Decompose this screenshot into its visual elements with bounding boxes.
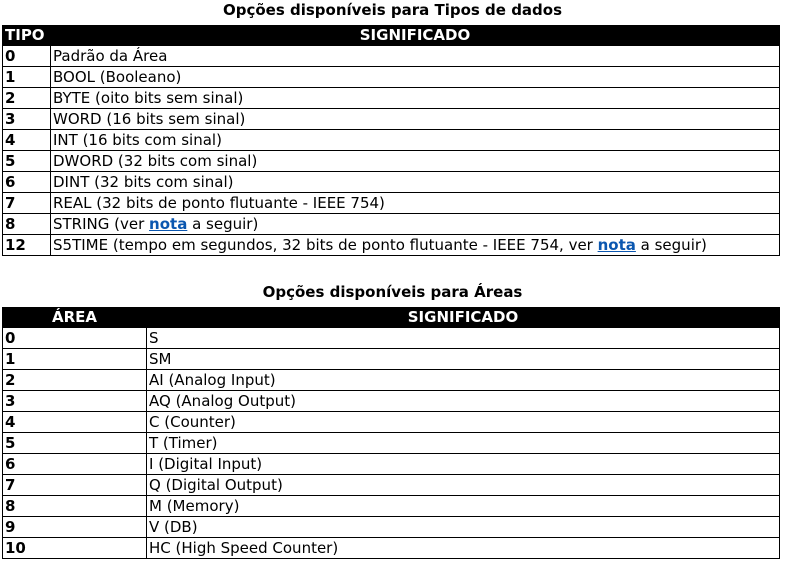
area-code: 4 <box>3 412 147 433</box>
table-row <box>3 172 780 193</box>
type-description <box>51 214 780 235</box>
nota-link[interactable]: nota <box>149 215 188 233</box>
type-code: 5 <box>3 151 51 172</box>
area-description: V (DB) <box>147 517 780 538</box>
type-code: 0 <box>3 46 51 67</box>
areas-table <box>2 307 780 559</box>
data-types-caption: Opções disponíveis para Tipos de dados <box>222 1 563 19</box>
areas-caption: Opções disponíveis para Áreas <box>262 283 523 301</box>
area-code: 7 <box>3 475 147 496</box>
type-code: 6 <box>3 172 51 193</box>
type-code: 4 <box>3 130 51 151</box>
area-description: HC (High Speed Counter) <box>147 538 780 559</box>
area-code: 1 <box>3 349 147 370</box>
table-row <box>3 517 780 538</box>
type-code: 3 <box>3 109 51 130</box>
area-description: M (Memory) <box>147 496 780 517</box>
table-row <box>3 130 780 151</box>
nota-link[interactable]: nota <box>597 236 636 254</box>
table-row <box>3 193 780 214</box>
area-code: 2 <box>3 370 147 391</box>
type-code: 7 <box>3 193 51 214</box>
type-description: WORD (16 bits sem sinal) <box>51 109 780 130</box>
column-header-tipo: TIPO <box>3 26 51 46</box>
area-description: S <box>147 328 780 349</box>
table-row <box>3 370 780 391</box>
table-row <box>3 88 780 109</box>
area-description: I (Digital Input) <box>147 454 780 475</box>
type-code: 1 <box>3 67 51 88</box>
area-code: 5 <box>3 433 147 454</box>
desc-text: STRING (ver <box>53 215 150 233</box>
type-description: REAL (32 bits de ponto flutuante - IEEE 754) <box>51 193 780 214</box>
table-row <box>3 214 780 235</box>
column-header-significado: SIGNIFICADO <box>51 26 780 46</box>
table-header-row <box>3 26 780 46</box>
area-code: 0 <box>3 328 147 349</box>
type-description: BYTE (oito bits sem sinal) <box>51 88 780 109</box>
area-code: 8 <box>3 496 147 517</box>
table-row <box>3 151 780 172</box>
area-description: C (Counter) <box>147 412 780 433</box>
table-row <box>3 475 780 496</box>
type-code: 8 <box>3 214 51 235</box>
table-row <box>3 454 780 475</box>
area-description: Q (Digital Output) <box>147 475 780 496</box>
type-description: BOOL (Booleano) <box>51 67 780 88</box>
area-description: T (Timer) <box>147 433 780 454</box>
table-header-row <box>3 308 780 328</box>
desc-text: a seguir) <box>635 236 707 254</box>
desc-text: a seguir) <box>187 215 259 233</box>
table-row <box>3 67 780 88</box>
type-code: 12 <box>3 235 51 256</box>
table-row <box>3 412 780 433</box>
table-row <box>3 109 780 130</box>
table-row <box>3 328 780 349</box>
type-description <box>51 235 780 256</box>
area-description: AI (Analog Input) <box>147 370 780 391</box>
type-code: 2 <box>3 88 51 109</box>
area-description: AQ (Analog Output) <box>147 391 780 412</box>
area-description: SM <box>147 349 780 370</box>
type-description: Padrão da Área <box>51 46 780 67</box>
type-description: INT (16 bits com sinal) <box>51 130 780 151</box>
table-row <box>3 538 780 559</box>
area-code: 10 <box>3 538 147 559</box>
table-row <box>3 349 780 370</box>
area-code: 3 <box>3 391 147 412</box>
area-code: 9 <box>3 517 147 538</box>
type-description: DINT (32 bits com sinal) <box>51 172 780 193</box>
column-header-significado: SIGNIFICADO <box>147 308 780 328</box>
table-row <box>3 496 780 517</box>
type-description: DWORD (32 bits com sinal) <box>51 151 780 172</box>
table-row <box>3 433 780 454</box>
area-code: 6 <box>3 454 147 475</box>
table-row <box>3 46 780 67</box>
column-header-area: ÁREA <box>3 308 147 328</box>
table-row <box>3 235 780 256</box>
table-row <box>3 391 780 412</box>
data-types-table <box>2 25 780 256</box>
desc-text: S5TIME (tempo em segundos, 32 bits de ponto flutuante - IEEE 754, ver <box>53 236 598 254</box>
